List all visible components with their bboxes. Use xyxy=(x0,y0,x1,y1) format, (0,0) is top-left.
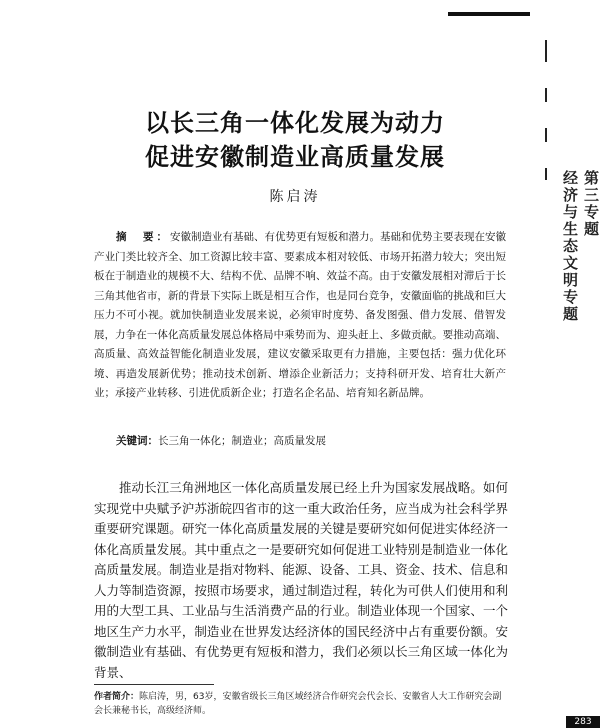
margin-tick-marks xyxy=(540,40,552,206)
section-label-secondary: 经济与生态文明专题 xyxy=(561,170,579,323)
abstract xyxy=(94,228,506,404)
abstract-label: 摘 要： xyxy=(116,231,170,243)
article-title xyxy=(100,106,490,174)
footnote-divider xyxy=(94,684,214,685)
header-rule xyxy=(448,12,530,16)
footnote-text: 陈启涛，男，63岁，安徽省级长三角区域经济合作研究会代会长、安徽省人大工作研究会副会长兼秘书长，高级经济师。 xyxy=(94,692,502,716)
keywords-text: 长三角一体化；制造业；高质量发展 xyxy=(158,435,326,447)
abstract-text: 安徽制造业有基础、有优势更有短板和潜力。基础和优势主要表现在安徽产业门类比较齐全、加工资源比较丰富、要素成本相对较低、市场开拓潜力较大；突出短板在于制造业的规模不大、结构不优、品牌不响、效益不高。由于安徽发展相对滞后于长三角其他省市，新的背景下实际上既是相互合作，也是同台竞争，安徽面临的挑战和巨大压力不可小视。就加快制造业发展来说，必须审时度势、备发图强、借力发展、借智发展，力争在一体化高质量发展总体格局中乘势而为、迎头赶上、多做贡献。要推动高端、高质量、高效益智能化制造业发展，建议安徽采取更有力措施，主要包括：强力优化环境、再造发展新优势；推动技术创新、增添企业新活力；支持科研开发、培育壮大新产业；承接产业转移、引进优质新企业；打造名企名品、培育知名新品牌。 xyxy=(94,231,506,399)
title-line-2: 促进安徽制造业高质量发展 xyxy=(145,143,445,171)
author-name: 陈启涛 xyxy=(269,189,321,205)
author-footnote xyxy=(94,690,508,718)
title-line-1: 以长三角一体化发展为动力 xyxy=(145,109,445,137)
body-paragraph: 推动长江三角洲地区一体化高质量发展已经上升为国家发展战略。如何实现党中央赋予沪苏浙皖四省市的这一重大政治任务，应当成为社会科学界重要研究课题。研究一体化高质量发展的关键是要研究如何促进实体经济一体化高质量发展。其中重点之一是要研究如何促进工业特别是制造业一体化高质量发展。制造业是指对物料、能源、设备、工具、资金、技术、信息和人力等制造资源，按照市场要求，通过制造过程，转化为可供人们使用和利用的大型工具、工业品与生活消费产品的行业。制造业体现一个国家、一个地区生产力水平，制造业在世界发达经济体的国民经济中占有重要份额。安徽制造业有基础、有优势更有短板和潜力，我们必须以长三角区域一体化为背景、 xyxy=(94,480,508,680)
footnote-label: 作者简介： xyxy=(94,692,140,702)
page-number: 283 xyxy=(566,716,600,728)
section-label-primary: 第三专题 xyxy=(582,170,600,238)
keywords xyxy=(116,432,506,451)
section-side-label xyxy=(560,170,600,323)
keywords-label: 关键词： xyxy=(116,435,158,447)
